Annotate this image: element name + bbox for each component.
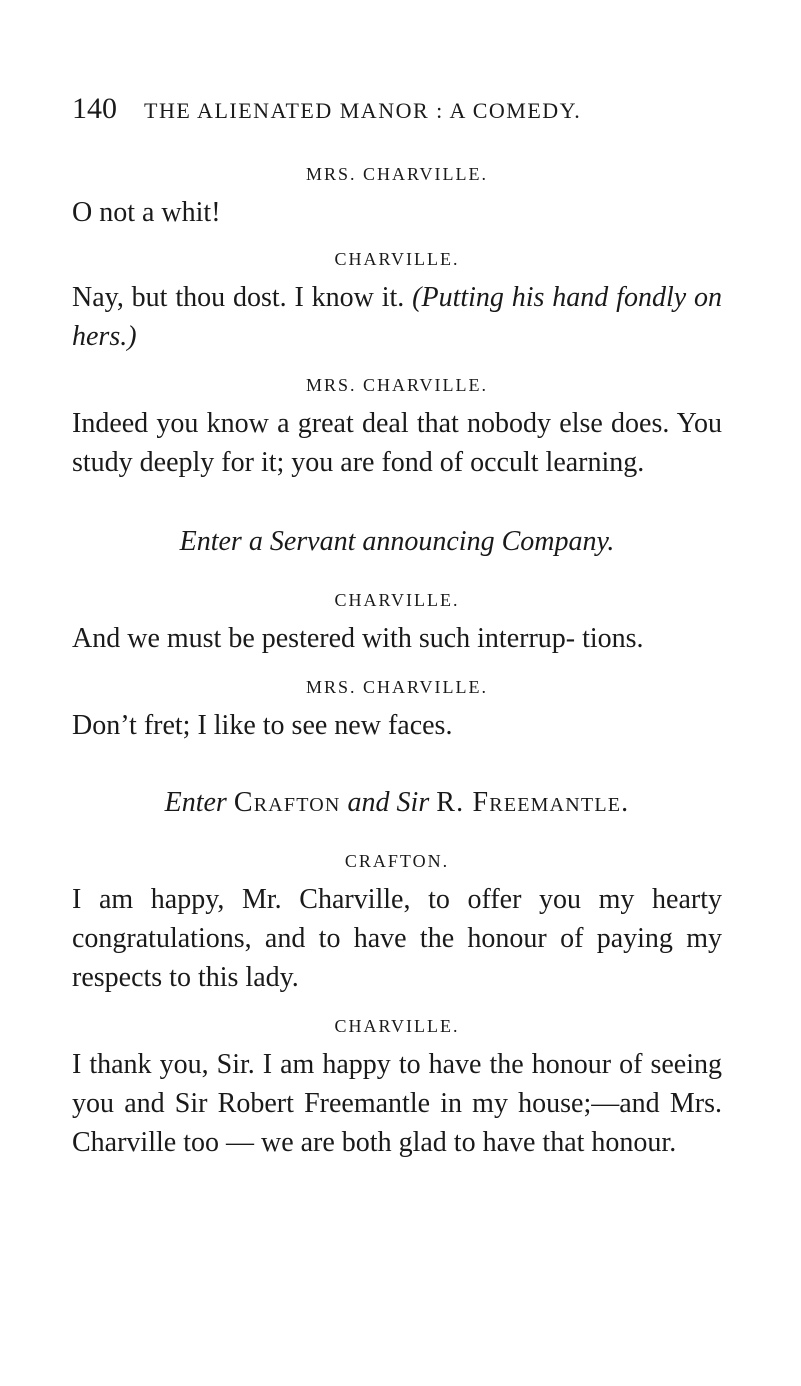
speech-text: Indeed you know a great deal that nobody else does. You study deeply for it; you are fond of occult learning. <box>72 408 722 478</box>
stage-direction: Enter a Servant announcing Company. <box>179 526 615 557</box>
speaker-name: MRS. CHARVILLE. <box>305 375 489 395</box>
character-name: Crafton <box>233 787 341 818</box>
play-text <box>72 162 722 1162</box>
speech-text: And we must be pestered with such interrup- tions. <box>72 623 644 654</box>
speech-text: I thank you, Sir. I am happy to have the honour of seeing you and Sir Robert Freemantle in my house;—and Mrs. Charville too — we are both glad to have that honour. <box>72 1049 722 1158</box>
speech-text: Don’t fret; I like to see new faces. <box>72 710 453 741</box>
speaker-name: MRS. CHARVILLE. <box>305 164 489 184</box>
stage-enter: Enter <box>164 787 227 818</box>
stage-direction <box>72 783 722 822</box>
stage-direction-inline: (Putting his hand fondly on hers.) <box>72 282 722 352</box>
page-header <box>72 93 722 133</box>
speaker-name: CHARVILLE. <box>334 590 460 610</box>
speech-text: O not a whit! <box>72 197 221 228</box>
speaker-name: MRS. CHARVILLE. <box>305 677 489 697</box>
speech-text <box>72 278 722 356</box>
speech-text: I am happy, Mr. Charville, to offer you my hearty congratulations, and to have the honour of paying my respects to this lady. <box>72 884 722 993</box>
stage-conjunction: and <box>347 787 390 818</box>
page-number: 140 <box>72 92 117 125</box>
speaker-name: CHARVILLE. <box>334 249 460 269</box>
stage-title: Sir <box>396 787 430 818</box>
running-head: THE ALIENATED MANOR : A COMEDY. <box>144 98 582 123</box>
character-name: R. Freemantle. <box>436 787 630 818</box>
speaker-name: CHARVILLE. <box>334 1016 460 1036</box>
speaker-name: CRAFTON. <box>344 851 450 871</box>
speech-text: Nay, but thou dost. I know it. <box>72 282 405 313</box>
